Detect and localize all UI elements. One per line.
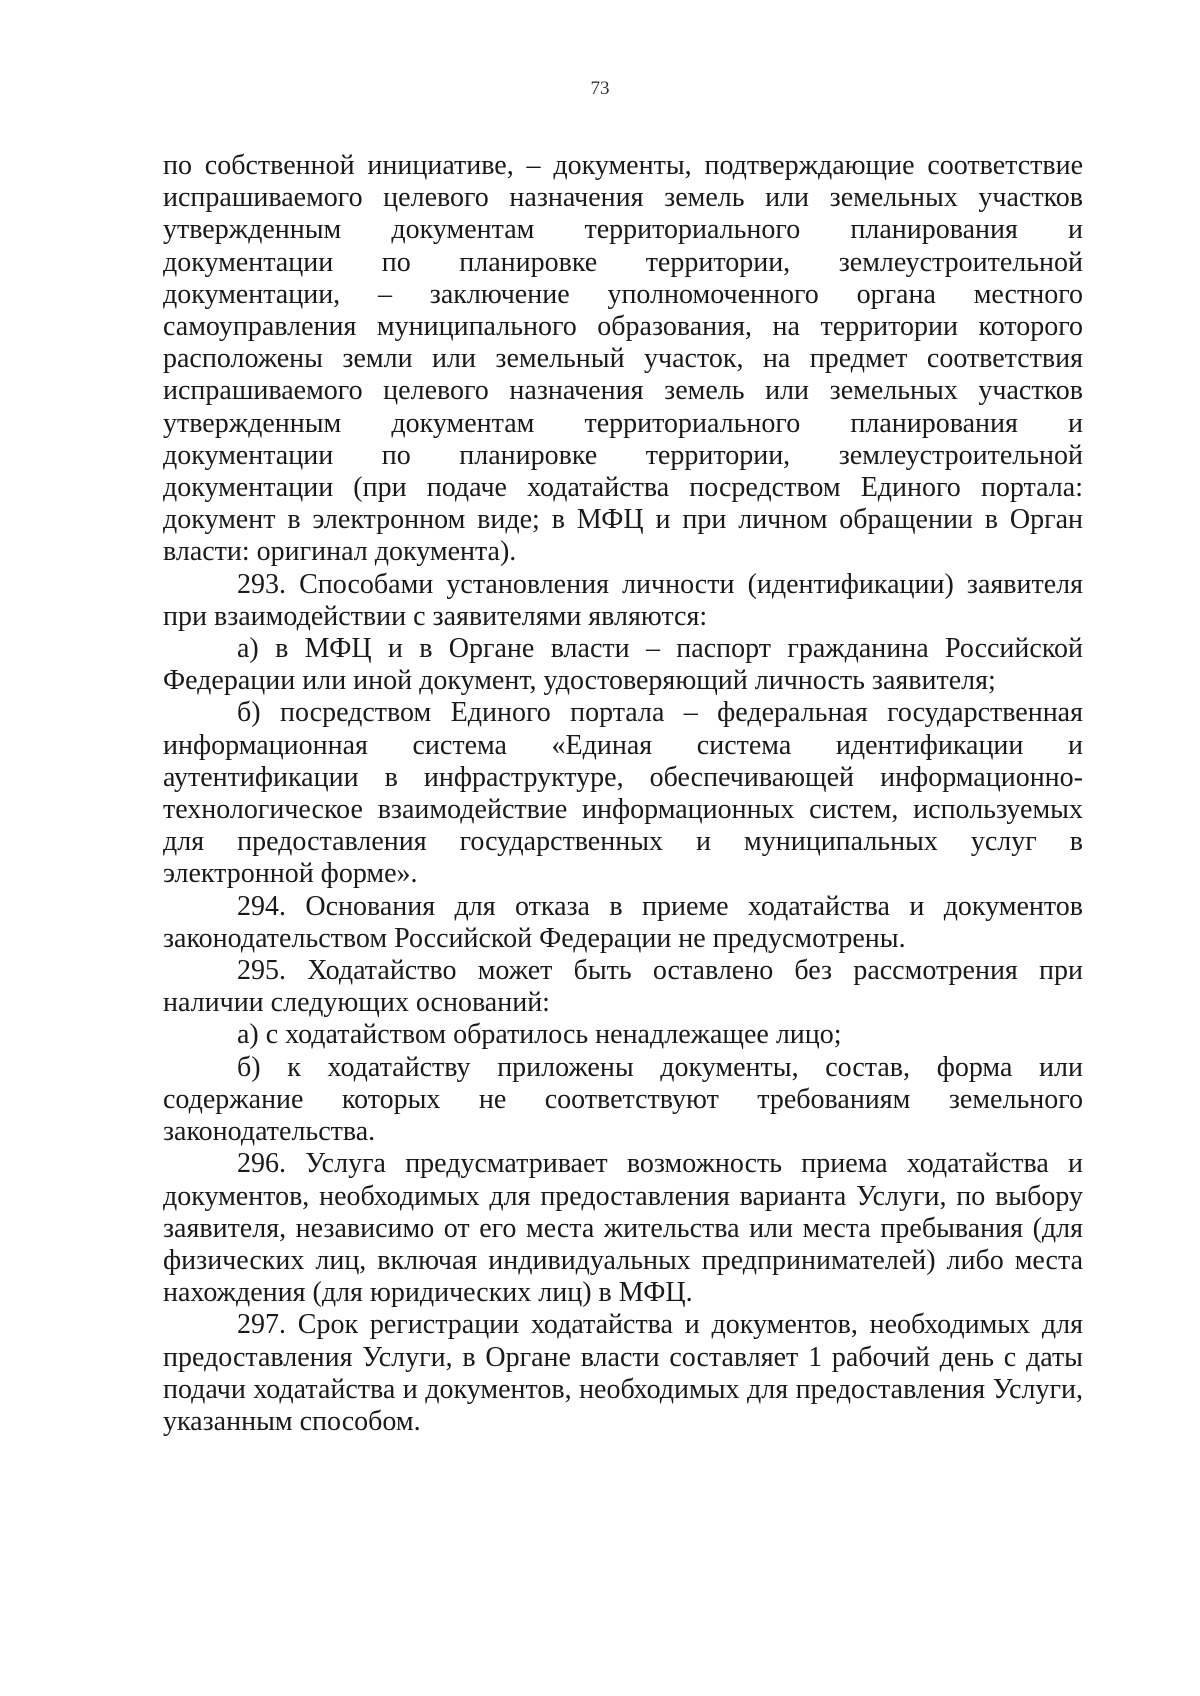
paragraph-293-a: а) в МФЦ и в Органе власти – паспорт гражданина Российской Федерации или иной документ, удостоверяющий личность заявителя;	[163, 633, 1083, 697]
paragraph-295-a: а) с ходатайством обратилось ненадлежащее лицо;	[237, 1019, 842, 1051]
document-body	[163, 150, 1083, 1438]
paragraph-continuation: по собственной инициативе, – документы, подтверждающие соответствие испрашиваемого целевого назначения земель или земельных участков утвержденным документам территориального планирования и документации по планировке территории, землеустроительной документации, – заключение уполномоченного органа местного самоуправления муниципального образования, на территории которого расположены земли или земельный участок, на предмет соответствия испрашиваемого целевого назначения земель или земельных участков утвержденным документам территориального планирования и документации по планировке территории, землеустроительной документации (при подаче ходатайства посредством Единого портала: документ в электронном виде; в МФЦ и при личном обращении в Орган власти: оригинал документа).	[163, 150, 1083, 568]
paragraph-293-b: б) посредством Единого портала – федеральная государственная информационная система «Единая система идентификации и аутентификации в инфраструктуре, обеспечивающей информационно-технологическое взаимодействие информационных систем, используемых для предоставления государственных и муниципальных услуг в электронной форме».	[163, 697, 1083, 890]
paragraph-295: 295. Ходатайство может быть оставлено без рассмотрения при наличии следующих оснований:	[163, 955, 1083, 1019]
paragraph-296: 296. Услуга предусматривает возможность приема ходатайства и документов, необходимых для предоставления варианта Услуги, по выбору заявителя, независимо от его места жительства или места пребывания (для физических лиц, включая индивидуальных предпринимателей) либо места нахождения (для юридических лиц) в МФЦ.	[163, 1148, 1083, 1309]
paragraph-294: 294. Основания для отказа в приеме ходатайства и документов законодательством Российской Федерации не предусмотрены.	[163, 890, 1083, 954]
page-number: 73	[590, 78, 610, 99]
paragraph-293: 293. Способами установления личности (идентификации) заявителя при взаимодействии с заявителями являются:	[163, 568, 1083, 632]
paragraph-295-b: б) к ходатайству приложены документы, состав, форма или содержание которых не соответствуют требованиям земельного законодательства.	[163, 1051, 1083, 1148]
paragraph-297: 297. Срок регистрации ходатайства и документов, необходимых для предоставления Услуги, в Органе власти составляет 1 рабочий день с даты подачи ходатайства и документов, необходимых для предоставления Услуги, указанным способом.	[163, 1309, 1083, 1437]
